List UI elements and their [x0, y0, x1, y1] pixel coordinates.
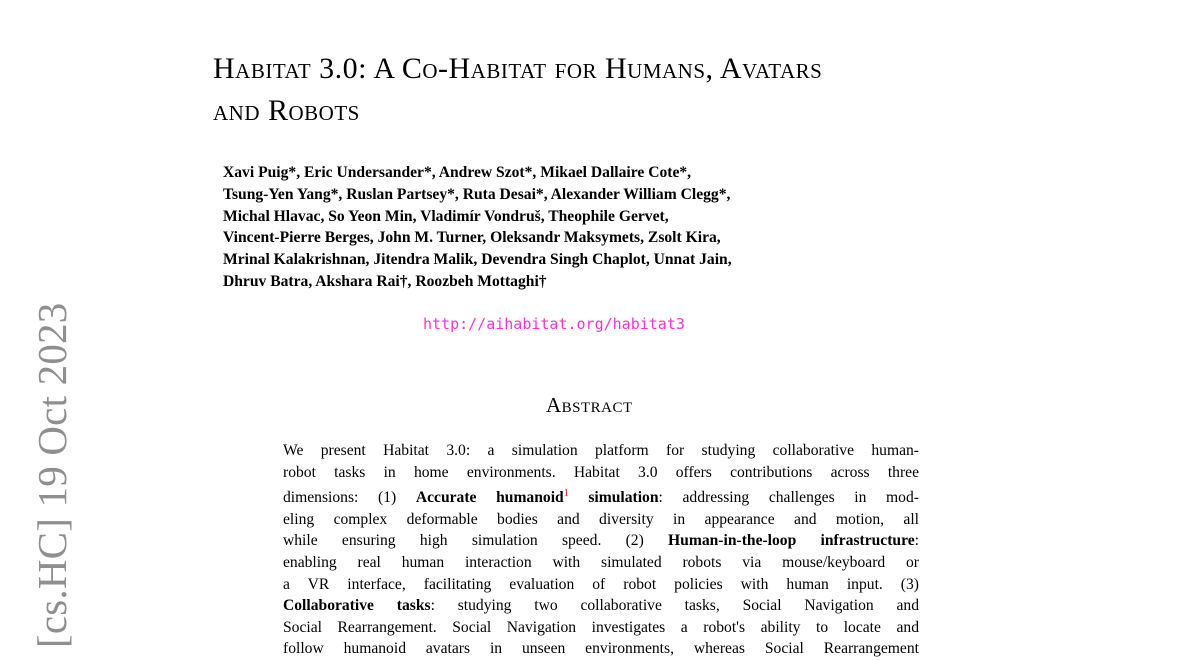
author-line: Michal Hlavac, So Yeon Min, Vladimír Vondruš, Theophile Gervet, — [223, 207, 669, 225]
abstract-line: a VR interface, facilitating evaluation of robot policies with human input. (3) — [283, 575, 919, 593]
abstract-text-run: : addressing challenges in mod- — [658, 489, 919, 507]
abstract-text-run: dimensions: (1) — [283, 489, 416, 507]
abstract-line — [283, 530, 919, 552]
footnote-marker[interactable]: 1 — [563, 488, 569, 500]
author-list — [223, 162, 923, 293]
author-line: Mrinal Kalakrishnan, Jitendra Malik, Devendra Singh Chaplot, Unnat Jain, — [223, 251, 732, 269]
abstract-text-run: : studying two collaborative tasks, Social Navigation and — [430, 597, 919, 615]
title-line-1: Habitat 3.0: A Co-Habitat for Humans, Avatars — [213, 52, 823, 85]
abstract-bold-term: Human-in-the-loop infrastructure — [668, 532, 915, 550]
arxiv-stamp-text: [cs.HC] 19 Oct 2023 — [29, 302, 75, 648]
author-line: Xavi Puig*, Eric Undersander*, Andrew Szot*, Mikael Dallaire Cote*, — [223, 164, 692, 181]
project-link[interactable]: http://aihabitat.org/habitat3 — [423, 315, 685, 333]
abstract-line: eling complex deformable bodies and diversity in appearance and motion, all — [283, 510, 919, 528]
abstract-text — [283, 440, 919, 660]
author-line: Dhruv Batra, Akshara Rai†, Roozbeh Mottaghi† — [223, 272, 547, 290]
abstract-bold-term: Collaborative tasks — [283, 597, 431, 615]
arxiv-side-stamp — [24, 302, 75, 648]
abstract-bold-term: simulation — [568, 489, 659, 507]
abstract-line: follow humanoid avatars in unseen environments, whereas Social Rearrangement — [283, 640, 919, 658]
abstract-line: Social Rearrangement. Social Navigation investigates a robot's ability to locate and — [283, 618, 919, 636]
author-line: Tsung-Yen Yang*, Ruslan Partsey*, Ruta Desai*, Alexander William Clegg*, — [223, 185, 731, 203]
paper-title — [213, 48, 1053, 132]
abstract-line: enabling real human interaction with simulated robots via mouse/keyboard or — [283, 553, 919, 571]
abstract-bold-term: Accurate humanoid — [415, 489, 564, 507]
abstract-line: We present Habitat 3.0: a simulation platform for studying collaborative human- — [283, 442, 919, 459]
abstract-heading: Abstract — [546, 393, 633, 417]
abstract-line: robot tasks in home environments. Habitat 3.0 offers contributions across three — [283, 463, 919, 481]
abstract-text-run: while ensuring high simulation speed. (2) — [283, 532, 669, 550]
title-line-2: and Robots — [213, 94, 360, 127]
abstract-text-run: : — [914, 532, 919, 550]
abstract-line — [283, 595, 919, 617]
abstract-line — [283, 483, 919, 509]
author-line: Vincent-Pierre Berges, John M. Turner, Oleksandr Maksymets, Zsolt Kira, — [223, 229, 721, 247]
